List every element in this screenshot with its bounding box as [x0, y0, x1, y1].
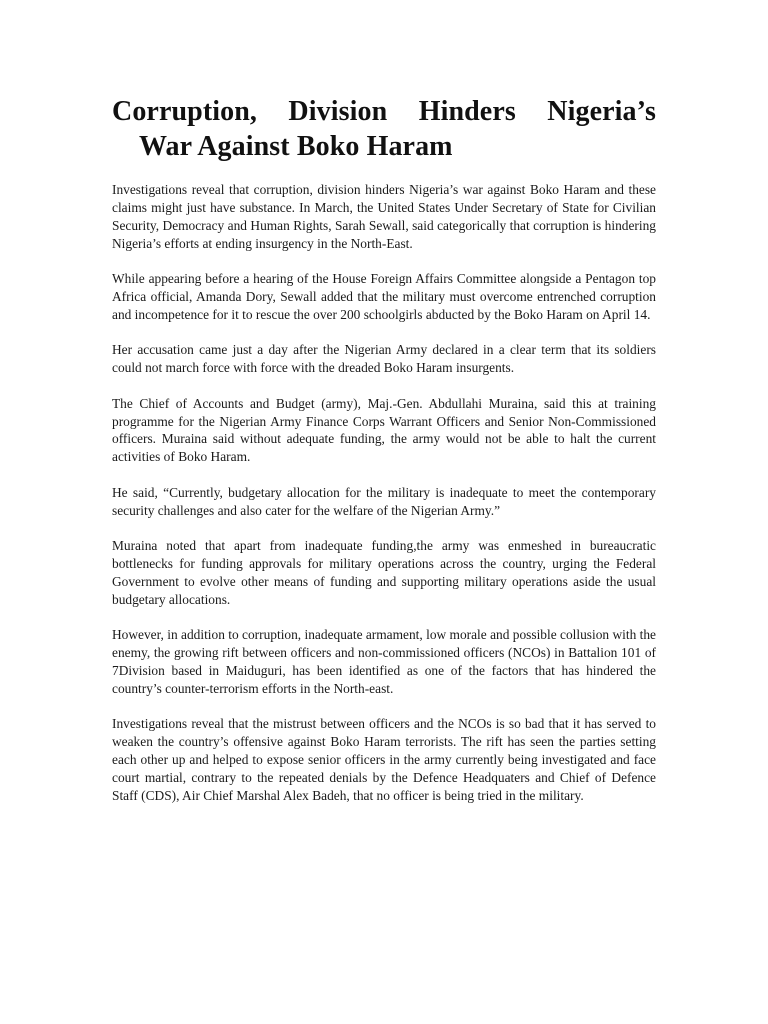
paragraph: Investigations reveal that the mistrust between officers and the NCOs is so bad that it has served to weaken the country’s offensive against Boko Haram terrorists. The rift has seen the parties setting each other up and helped to expose senior officers in the army currently being investigated and face court martial, contrary to the repeated denials by the Defence Headquaters and Chief of Defence Staff (CDS), Air Chief Marshal Alex Badeh, that no officer is being tried in the military. [112, 716, 656, 803]
paragraph: Muraina noted that apart from inadequate funding,the army was enmeshed in bureaucratic bottlenecks for funding approvals for military operations across the country, urging the Federal Government to evolve other means of funding and supporting military operations aside the usual budgetary allocations. [112, 538, 656, 607]
article-title-line-2: War Against Boko Haram [139, 131, 453, 162]
paragraph: The Chief of Accounts and Budget (army), Maj.-Gen. Abdullahi Muraina, said this at training programme for the Nigerian Army Finance Corps Warrant Officers and Senior Non-Commissioned officers. Muraina said without adequate funding, the army would not be able to halt the current activities of Boko Haram. [112, 395, 656, 465]
paragraph: While appearing before a hearing of the House Foreign Affairs Committee alongside a Pentagon top Africa official, Amanda Dory, Sewall added that the military must overcome entrenched corruption and incompetence for it to rescue the over 200 schoolgirls abducted by the Boko Haram on April 14. [112, 271, 656, 322]
article-title-line-1: Corruption, Division Hinders Nigeria’s [112, 96, 656, 127]
paragraph: However, in addition to corruption, inadequate armament, low morale and possible collusion with the enemy, the growing rift between officers and non-commissioned officers (NCOs) in Battalion 101 of 7Division based in Maiduguri, has been identified as one of the factors that has hindered the country’s counter-terrorism efforts in the North-east. [112, 627, 656, 696]
paragraph: Her accusation came just a day after the Nigerian Army declared in a clear term that its soldiers could not march force with force with the dreaded Boko Haram insurgents. [112, 342, 656, 376]
paragraph: Investigations reveal that corruption, division hinders Nigeria’s war against Boko Haram and these claims might just have substance. In March, the United States Under Secretary of State for Civilian Security, Democracy and Human Rights, Sarah Sewall, said categorically that corruption is hindering Nigeria’s efforts at ending insurgency in the North-East. [112, 182, 656, 251]
paragraph: He said, “Currently, budgetary allocation for the military is inadequate to meet the contemporary security challenges and also cater for the welfare of the Nigerian Army.” [112, 484, 656, 518]
article-title [112, 94, 656, 164]
article-body [112, 181, 656, 822]
